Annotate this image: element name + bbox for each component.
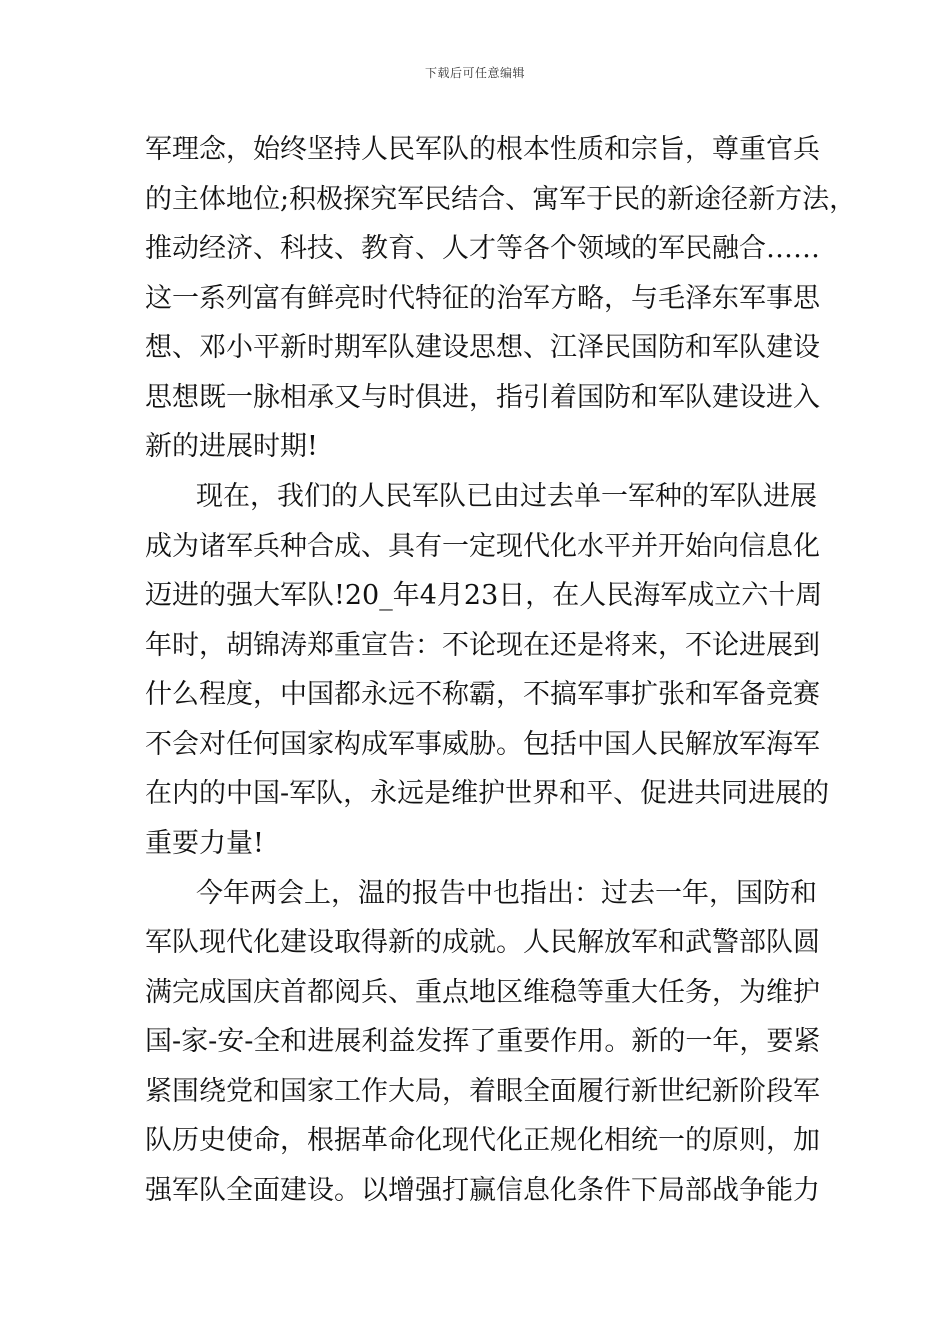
text-line-7: 新的进展时期! (145, 431, 318, 462)
text-line-6: 思想既一脉相承又与时俱进，指引着国防和军队建设进入 (145, 382, 820, 413)
text-line-2: 的主体地位;积极探究军民结合、寓军于民的新途径新方法， (145, 184, 857, 215)
text-line-15: 重要力量! (145, 828, 264, 859)
text-line-13: 不会对任何国家构成军事威胁。包括中国人民解放军海军 (145, 729, 820, 760)
text-line-5: 想、邓小平新时期军队建设思想、江泽民国防和军队建设 (145, 332, 820, 363)
text-line-22: 强军队全面建设。以增强打赢信息化条件下局部战争能力 (145, 1175, 820, 1206)
text-line-4: 这一系列富有鲜亮时代特征的治军方略，与毛泽东军事思 (145, 283, 820, 314)
text-line-12: 什么程度，中国都永远不称霸，不搞军事扩张和军备竞赛 (145, 679, 820, 710)
paragraph-3-first-line: 今年两会上，温的报告中也指出：过去一年，国防和 (196, 878, 817, 909)
text-line-14: 在内的中国-军队，永远是维护世界和平、促进共同进展的 (145, 778, 830, 809)
text-line-18: 满完成国庆首都阅兵、重点地区维稳等重大任务，为维护 (145, 977, 820, 1008)
text-line-21: 队历史使命，根据革命化现代化正规化相统一的原则，加 (145, 1125, 820, 1156)
text-line-1: 军理念，始终坚持人民军队的根本性质和宗旨，尊重官兵 (145, 134, 820, 165)
text-line-10: 迈进的强大军队!20_年4月23日，在人民海军成立六十周 (145, 580, 823, 611)
paragraph-2-first-line: 现在，我们的人民军队已由过去单一军种的军队进展 (196, 481, 817, 512)
text-line-3: 推动经济、科技、教育、人才等各个领域的军民融合…… (145, 233, 820, 264)
text-line-11: 年时，胡锦涛郑重宣告：不论现在还是将来，不论进展到 (145, 630, 820, 661)
text-line-20: 紧围绕党和国家工作大局，着眼全面履行新世纪新阶段军 (145, 1076, 820, 1107)
text-line-17: 军队现代化建设取得新的成就。人民解放军和武警部队圆 (145, 927, 820, 958)
text-line-19: 国-家-安-全和进展利益发挥了重要作用。新的一年，要紧 (145, 1026, 821, 1057)
text-line-9: 成为诸军兵种合成、具有一定现代化水平并开始向信息化 (145, 531, 820, 562)
page-header: 下载后可任意编辑 (424, 66, 525, 80)
